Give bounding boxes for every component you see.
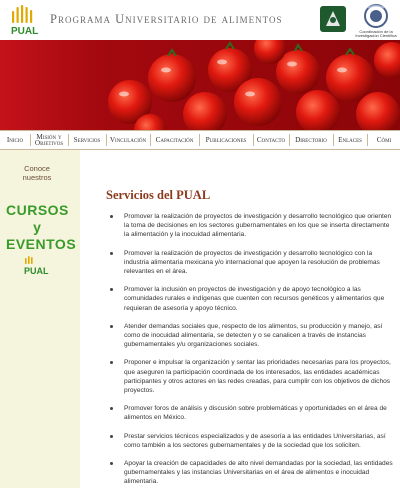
- nav-divider: [150, 134, 151, 146]
- promo-eventos: EVENTOS: [6, 236, 77, 252]
- page-title: Servicios del PUAL: [106, 188, 211, 202]
- nav-divider: [106, 134, 107, 146]
- nav-divider: [30, 134, 31, 146]
- courses-events-promo[interactable]: [6, 164, 77, 284]
- nav-divider: [253, 134, 254, 146]
- services-list: [104, 212, 394, 488]
- promo-y: y: [33, 219, 41, 235]
- list-item: Atender demandas sociales que, respecto de los alimentos, su producción y manejo, así como de inocuidad alimentaria, se detecten y o se canalicen a través de instancias gubernamentales y/u organizaciones sociales.: [104, 322, 394, 350]
- nav-comite[interactable]: Cómi: [376, 135, 392, 144]
- promo-cursos: CURSOS: [6, 202, 69, 218]
- nav-divider: [333, 134, 334, 146]
- tomato-banner: [0, 40, 400, 130]
- nav-publicaciones[interactable]: Publicaciones: [205, 135, 247, 144]
- promo-line1: Conoce: [24, 164, 50, 173]
- nav-contacto[interactable]: Contacto: [256, 135, 286, 144]
- promo-line2: nuestros: [22, 173, 52, 182]
- list-item: Proponer e impulsar la organización y sentar las prioridades necesarias para los proyectos, que aseguren la participación coordinada de los interesados, las entidades académicas participantes y otros actores en las redes creadas, para cumplir con los objetivos de dichos proyectos.: [104, 358, 394, 395]
- tomato-banner-image: [0, 40, 400, 130]
- nav-vinculacion[interactable]: Vinculación: [109, 135, 147, 144]
- site-title: Programa Universitario de alimentos: [50, 12, 283, 26]
- list-item: Promover la realización de proyectos de investigación y desarrollo tecnológico que orienten la toma de decisiones en los sectores gubernamentales en los que se inserta directamente la alimentación y la inocuidad alimentaria.: [104, 212, 394, 240]
- sidebar: [0, 150, 80, 488]
- nav-directorio[interactable]: Directorio: [295, 135, 327, 144]
- list-item: Promover foros de análisis y discusión sobre problemáticas y oportunidades en el área de alimentos en México.: [104, 404, 394, 422]
- list-item: Prestar servicios técnicos especializados y de asesoría a las entidades Universitarias, así como también a los sectores gubernamentales y de la sociedad que los soliciten.: [104, 432, 394, 450]
- pual-small-logo-icon: [22, 255, 52, 275]
- unam-seal-icon[interactable]: [318, 4, 348, 34]
- nav-inicio[interactable]: Inicio: [6, 135, 24, 144]
- cic-caption: Coordinación de la Investigación Científica: [355, 29, 397, 39]
- logo-text: PUAL: [11, 26, 39, 37]
- nav-capacitacion[interactable]: Capacitación: [155, 135, 194, 144]
- nav-servicios[interactable]: Servicios: [73, 135, 101, 144]
- nav-divider: [199, 134, 200, 146]
- list-item: Promover la realización de proyectos de investigación y desarrollo tecnológico con la industria alimentaria mexicana y/o internacional que apoyen la resolución de problemas relevantes en el área.: [104, 249, 394, 277]
- nav-enlaces[interactable]: Enlaces: [338, 135, 362, 144]
- nav-divider: [289, 134, 290, 146]
- promo-logo-text: PUAL: [24, 266, 49, 275]
- header: [0, 0, 400, 40]
- nav-divider: [367, 134, 368, 146]
- main-nav: [0, 130, 400, 150]
- pual-logo[interactable]: [8, 3, 42, 37]
- list-item: Apoyar la creación de capacidades de alto nivel demandadas por la sociedad, las entidades gubernamentales y las instancias Universitarias en el área de alimentos e inocuidad alimentaria.: [104, 459, 394, 487]
- list-item: Promover la inclusión en proyectos de investigación y de apoyo tecnológico a las comunidades rurales e indígenas que cuenten con recursos genéticos y alimentarios que requieran de asesoría y apoyo técnico.: [104, 285, 394, 313]
- nav-divider: [68, 134, 69, 146]
- nav-mision-objetivos[interactable]: Misión y Objetivos: [34, 132, 64, 147]
- main-content: [80, 150, 400, 488]
